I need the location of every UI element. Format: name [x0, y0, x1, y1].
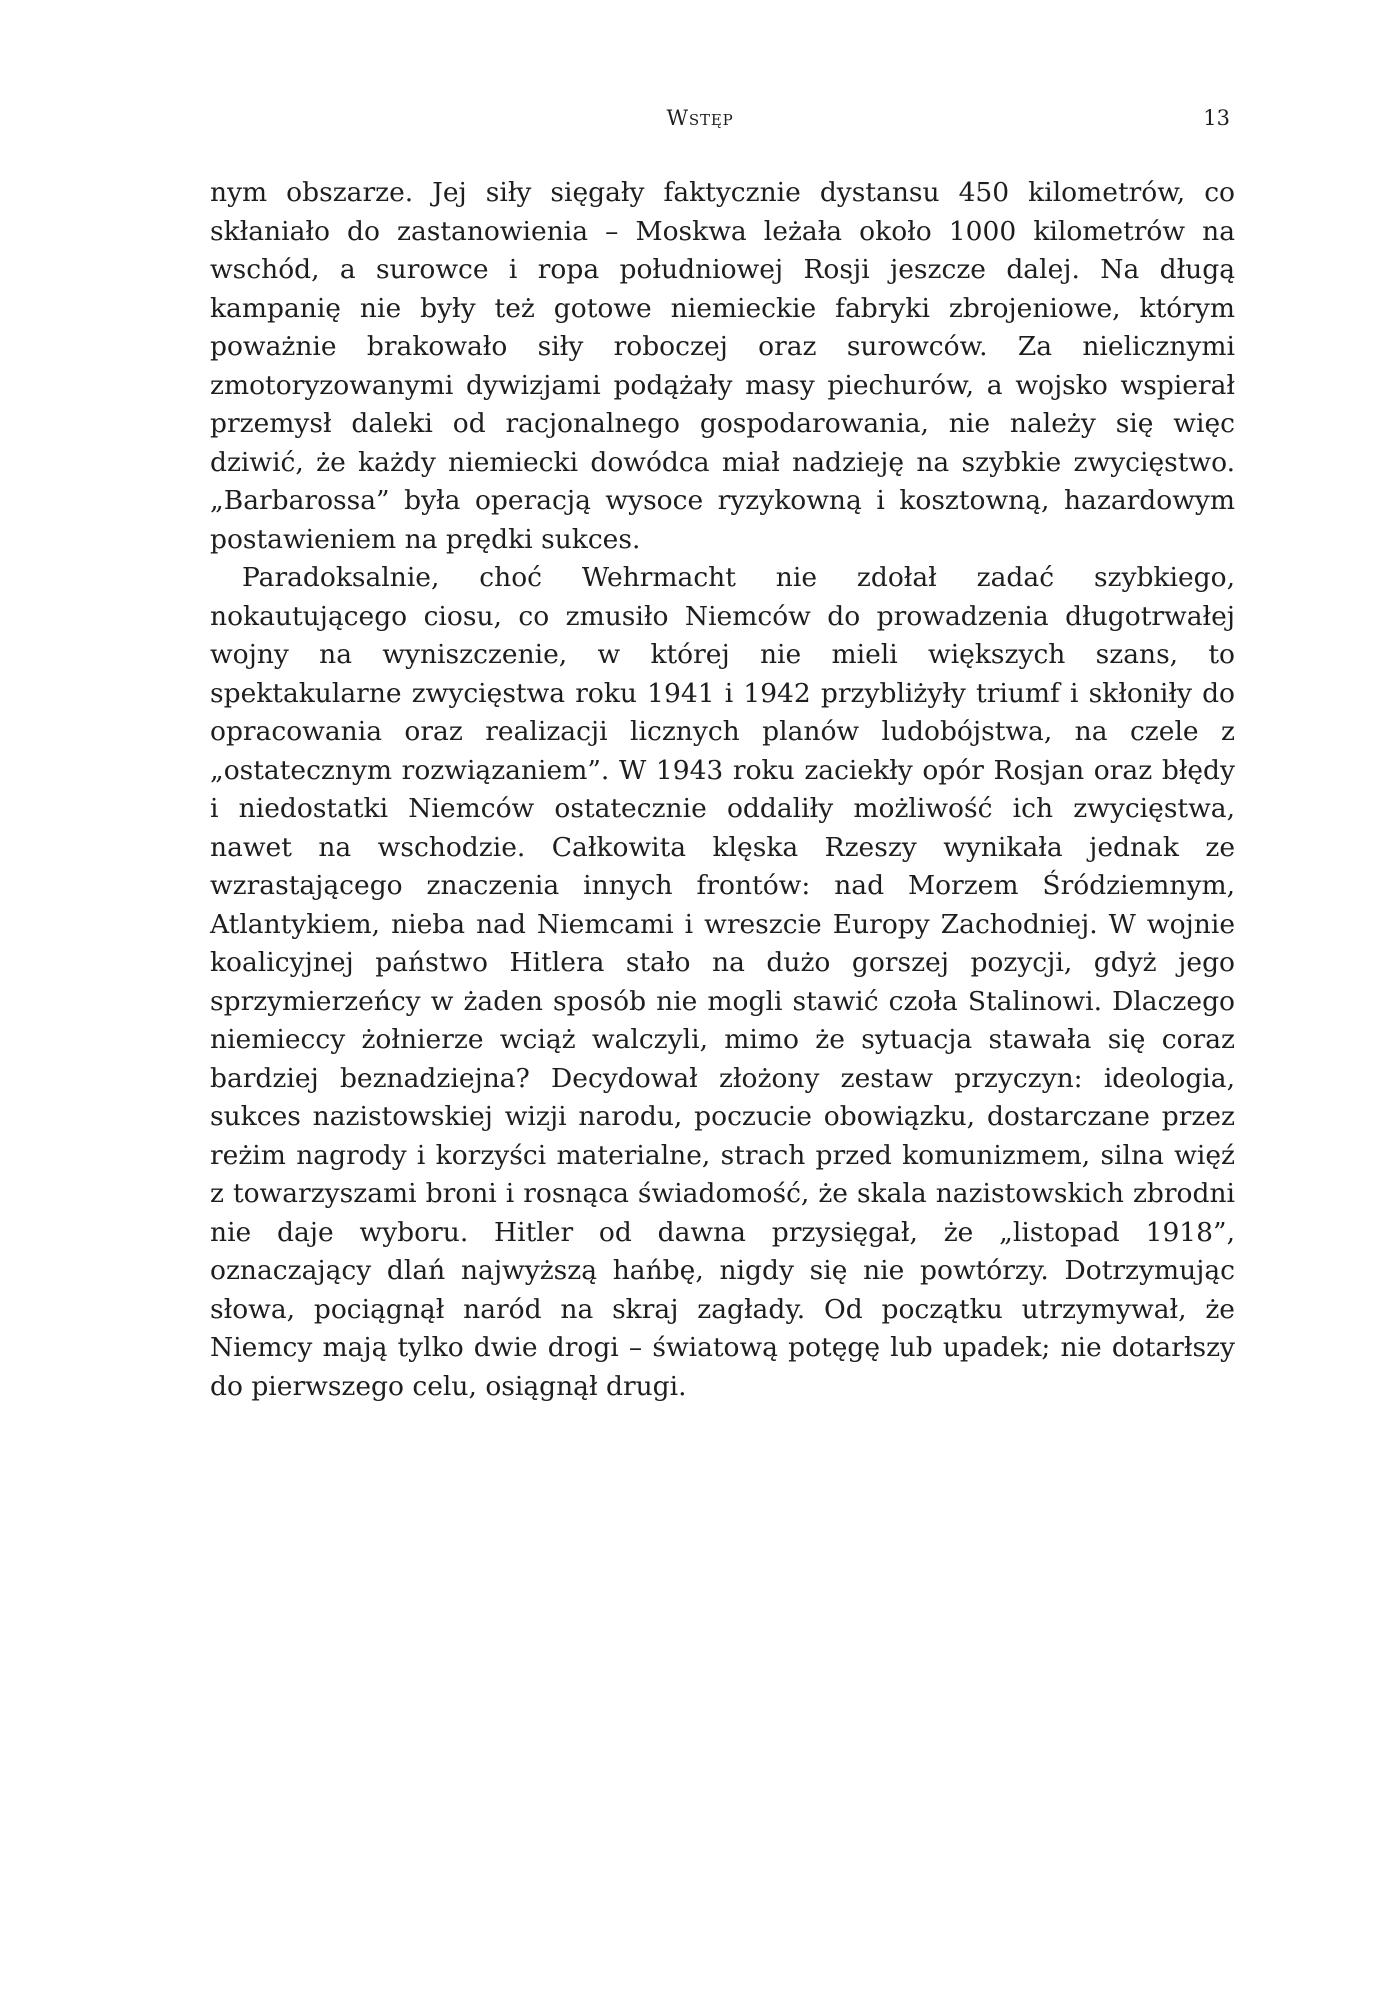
paragraph: nym obszarze. Jej siły sięgały faktycznie dystansu 450 kilometrów, co skłaniało do zastanowienia – Moskwa leżała około 1000 kilometrów na wschód, a surowce i ropa południowej Rosji jeszcze dalej. Na długą kampanię nie były też gotowe niemieckie fabryki zbrojeniowe, którym poważnie brakowało siły roboczej oraz surowców. Za nielicznymi zmotoryzowanymi dywizjami podążały masy piechurów, a wojsko wspierał przemysł daleki od racjonalnego gospodarowania, nie należy się więc dziwić, że każdy niemiecki dowódca miał nadzieję na szybkie zwycięstwo. „Barbarossa” była operacją wysoce ryzykowną i kosztowną, hazardowym postawieniem na prędki sukces.: [210, 177, 1235, 555]
body-text: [210, 174, 1235, 1406]
page-number: 13: [1203, 106, 1230, 130]
running-header-title: Wstęp: [666, 106, 734, 130]
paragraph: Paradoksalnie, choć Wehrmacht nie zdołał zadać szybkiego, nokautującego ciosu, co zmusiło Niemców do prowadzenia długotrwałej wojny na wyniszczenie, w której nie mieli większych szans, to spektakularne zwycięstwa roku 1941 i 1942 przybliżyły triumf i skłoniły do opracowania oraz realizacji licznych planów ludobójstwa, na czele z „ostatecznym rozwiązaniem”. W 1943 roku zaciekły opór Rosjan oraz błędy i niedostatki Niemców ostatecznie oddaliły możliwość ich zwycięstwa, nawet na wschodzie. Całkowita klęska Rzeszy wynikała jednak ze wzrastającego znaczenia innych frontów: nad Morzem Śródziemnym, Atlantykiem, nieba nad Niemcami i wreszcie Europy Zachodniej. W wojnie koalicyjnej państwo Hitlera stało na dużo gorszej pozycji, gdyż jego sprzymierzeńcy w żaden sposób nie mogli stawić czoła Stalinowi. Dlaczego niemieccy żołnierze wciąż walczyli, mimo że sytuacja stawała się coraz bardziej beznadziejna? Decydował złożony zestaw przyczyn: ideologia, sukces nazistowskiej wizji narodu, poczucie obowiązku, dostarczane przez reżim nagrody i korzyści materialne, strach przed komunizmem, silna więź z towarzyszami broni i rosnąca świadomość, że skala nazistowskich zbrodni nie daje wyboru. Hitler od dawna przysięgał, że „listopad 1918”, oznaczający dlań najwyższą hańbę, nigdy się nie powtórzy. Dotrzymując słowa, pociągnął naród na skraj zagłady. Od początku utrzymywał, że Niemcy mają tylko dwie drogi – światową potęgę lub upadek; nie dotarłszy do pierwszego celu, osiągnął drugi.: [210, 562, 1235, 1402]
